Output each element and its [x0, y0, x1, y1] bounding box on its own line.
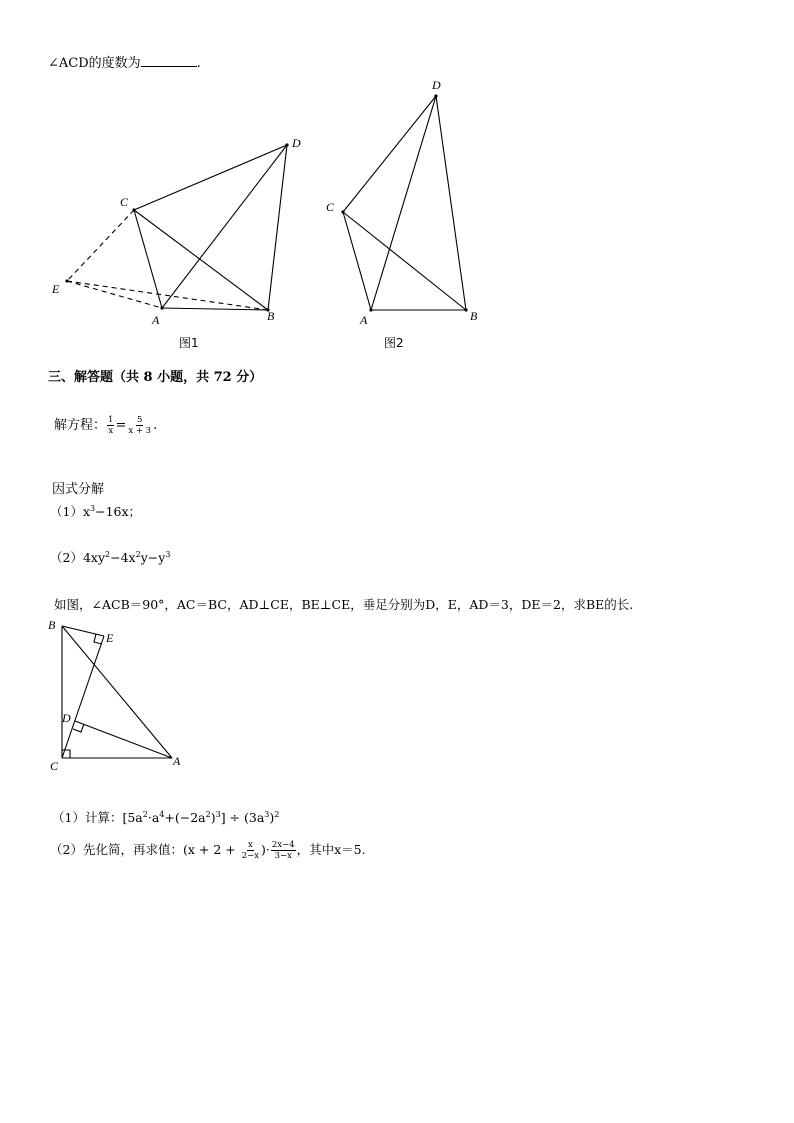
exponent: 3	[215, 809, 221, 819]
solve-eq-prefix: 解方程：	[54, 418, 107, 433]
line-ba	[62, 626, 172, 758]
figure-2	[343, 96, 466, 310]
fig1-line-cb	[134, 210, 268, 310]
fig1-line-ab	[162, 308, 268, 310]
factor-title: 因式分解	[52, 482, 105, 497]
fig1-label-a: A	[152, 313, 160, 327]
calc-p1-prefix: （1）计算：	[52, 810, 123, 825]
fraction-1-over-x	[107, 415, 114, 436]
calc-part-1	[52, 808, 279, 826]
label-c: C	[50, 759, 59, 773]
factor-part-1	[50, 502, 141, 520]
fig1-dashed-eb	[67, 281, 268, 310]
fig2-label-b: B	[470, 309, 478, 323]
expr-part: ] ÷ (3a	[220, 810, 265, 825]
fraction-x-over-2-minus-x	[241, 840, 260, 861]
factor-p1-rest: −16x；	[95, 504, 142, 519]
factor-part-2	[50, 548, 170, 566]
expr-part: ·a	[147, 810, 160, 825]
fig1-dashed-ea	[67, 281, 162, 308]
frac-num: 1	[108, 415, 114, 425]
fig1-label-b: B	[267, 309, 275, 323]
fig2-label-a: A	[360, 313, 368, 327]
solve-equation	[54, 414, 157, 436]
frac-den: 2−x	[241, 851, 260, 861]
solve-eq-end: .	[153, 418, 158, 433]
exponent: 2	[274, 809, 280, 819]
fig1-label-d: D	[292, 136, 301, 150]
fig1-line-cd	[134, 145, 287, 210]
figures-1-2	[0, 0, 794, 360]
exponent: 4	[159, 809, 165, 819]
fig2-label-c: C	[326, 200, 335, 214]
exponent: 3	[264, 809, 270, 819]
fig1-line-ad	[162, 145, 287, 308]
fig2-label-d: D	[432, 78, 441, 92]
exponent: 2	[205, 809, 211, 819]
exponent: 2	[105, 549, 111, 559]
geometry-figure	[40, 610, 200, 780]
figure-1	[67, 145, 287, 310]
fig1-label-e: E	[52, 282, 60, 296]
fig2-caption: 图2	[384, 336, 404, 350]
factor-p1-prefix: （1）x	[50, 504, 91, 519]
label-a: A	[173, 754, 181, 768]
fraction-5-over-x-plus-3	[127, 415, 152, 436]
fig1-caption: 图1	[179, 336, 199, 350]
factor-p2-mid2: y−y	[140, 550, 166, 565]
expr-part: +(−2a	[164, 810, 206, 825]
calc-p2-prefix: （2）先化简，再求值：	[50, 842, 183, 857]
exponent: 2	[135, 549, 141, 559]
factor-p2-prefix: （2）4xy	[50, 550, 106, 565]
label-b: B	[48, 618, 56, 632]
frac-num: x	[247, 840, 253, 850]
expr-part: )	[210, 810, 216, 825]
fig1-dashed-ce	[67, 210, 134, 281]
line-be	[62, 626, 104, 636]
question-acd-end: .	[196, 56, 201, 71]
exponent: 3	[165, 549, 171, 559]
exponent: 2	[142, 809, 148, 819]
fig2-line-ca	[343, 212, 371, 310]
frac-den: x + 3	[128, 426, 152, 436]
fig2-line-cd	[343, 96, 436, 212]
label-d: D	[62, 711, 71, 725]
frac-den: x	[108, 426, 114, 436]
expr-part: )·	[261, 842, 270, 857]
fig1-line-ca	[134, 210, 162, 308]
frac-num: 2x−4	[271, 840, 295, 850]
frac-num: 5	[137, 415, 143, 425]
equals-sign: =	[115, 418, 127, 433]
geometry-question-text: 如图，∠ACB＝90°，AC＝BC，AD⊥CE，BE⊥CE，垂足分别为D，E，AD＝3，DE＝2，求BE的长.	[54, 597, 634, 612]
exponent: 3	[90, 503, 96, 513]
fig2-line-bd	[436, 96, 466, 310]
line-ce	[62, 636, 104, 758]
fraction-2x-minus-4-over-3-minus-x	[271, 840, 296, 861]
calc-p2-tail: ，其中x＝5.	[296, 842, 366, 857]
question-acd-text: ∠ACD的度数为	[48, 56, 141, 71]
fig1-points	[65, 143, 288, 311]
section-3-title: 三、解答题（共 8 小题，共 72 分）	[48, 370, 263, 385]
fig2-points	[341, 94, 467, 311]
fig1-label-c: C	[120, 195, 129, 209]
factor-p2-mid: −4x	[110, 550, 136, 565]
label-e: E	[106, 631, 114, 645]
expr-part: [5a	[122, 810, 143, 825]
line-ad	[75, 721, 172, 758]
right-angle-mark-d	[73, 724, 84, 732]
fig1-line-bd	[268, 145, 287, 310]
calc-part-2	[50, 840, 366, 861]
fig2-line-cb	[343, 212, 466, 310]
expr-part: (x + 2 +	[182, 842, 240, 857]
frac-den: 3−x	[274, 851, 292, 861]
expr-part: )	[269, 810, 275, 825]
